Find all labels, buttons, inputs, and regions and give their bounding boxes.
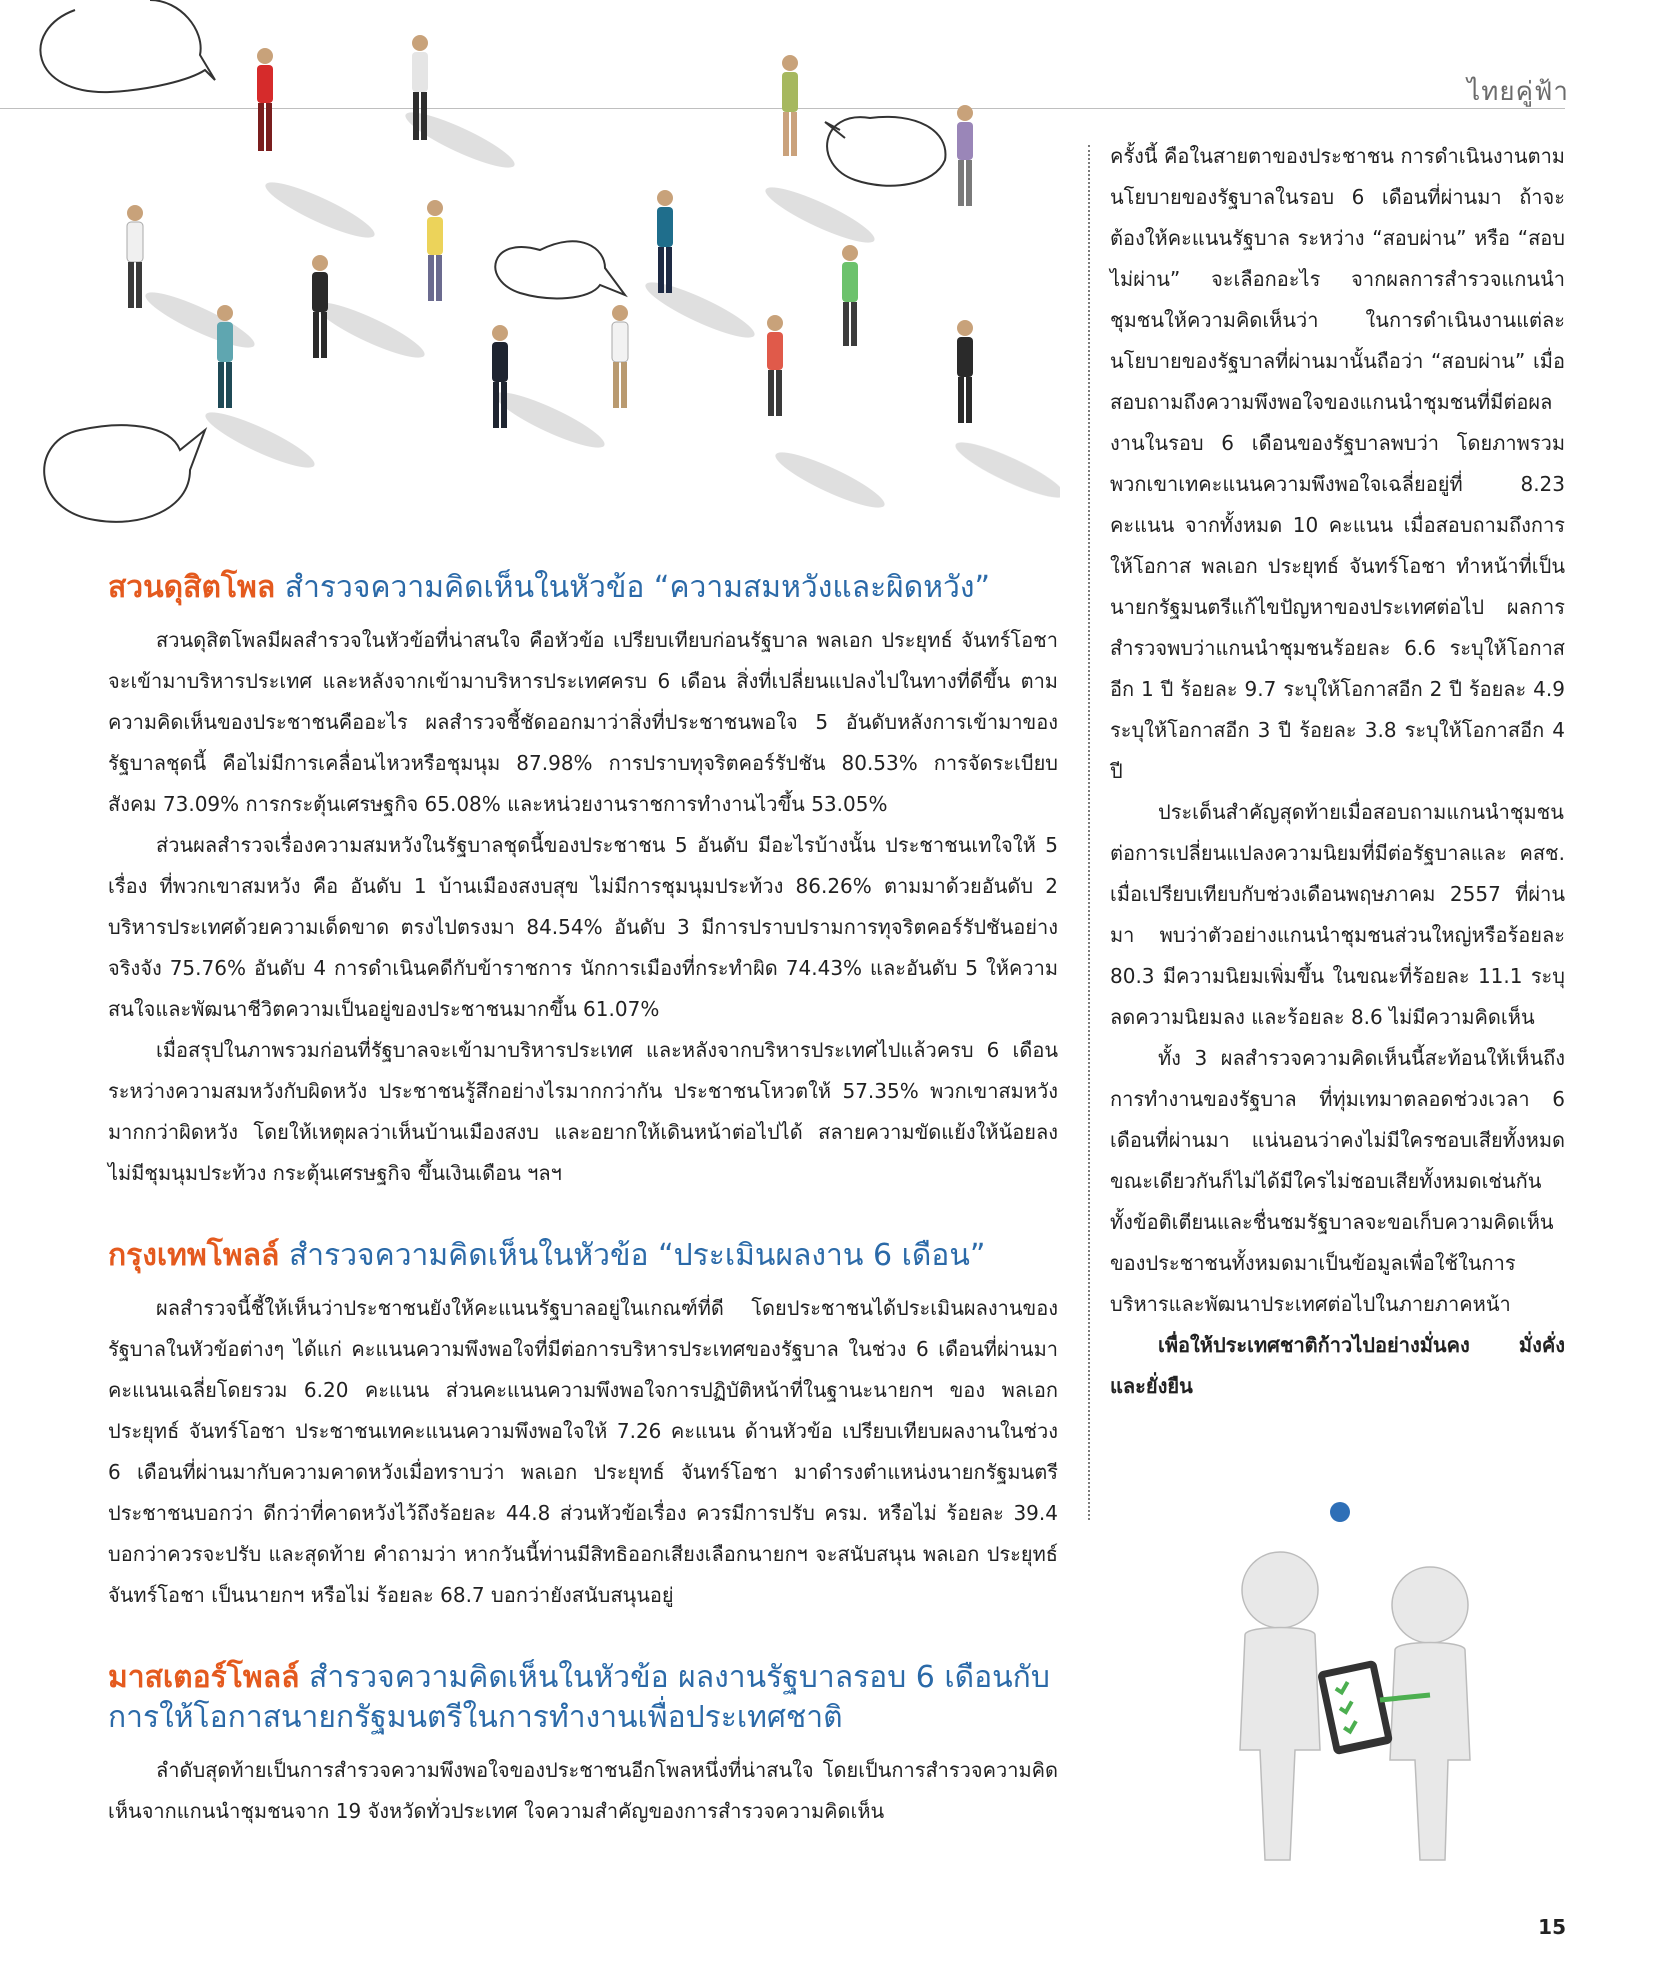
paragraph: สวนดุสิตโพลมีผลสำรวจในหัวข้อที่น่าสนใจ คือหัวข้อ เปรียบเทียบก่อนรัฐบาล พลเอก ประยุทธ์ จันทร์โอชา จะเข้ามาบริหารประเทศ และหลังจากเข้ามาบริหารประเทศครบ 6 เดือน สิ่งที่เปลี่ยนแปลงไปในทางที่ดีขึ้น ตามความคิดเห็นของประชาชนคืออะไร ผลสำรวจชี้ชัดออกมาว่าสิ่งที่ประชาชนพอใจ 5 อันดับหลังการเข้ามาของรัฐบาลชุดนี้ คือไม่มีการเคลื่อนไหวหรือชุมนุม 87.98% การปราบทุจริตคอร์รัปชัน 80.53% การจัดระเบียบสังคม 73.09% การกระตุ้นเศรษฐกิจ 65.08% และหน่วยงานราชการทำงานไวขึ้น 53.05%: [108, 628, 1058, 816]
paragraph: ส่วนผลสำรวจเรื่องความสมหวังในรัฐบาลชุดนี้ของประชาชน 5 อันดับ มีอะไรบ้างนั้น ประชาชนเทใจให้ 5 เรื่อง ที่พวกเขาสมหวัง คือ อันดับ 1 บ้านเมืองสงบสุข ไม่มีการชุมนุมประท้วง 86.26% ตามมาด้วยอันดับ 2 บริหารประเทศด้วยความเด็ดขาด ตรงไปตรงมา 84.54% อันดับ 3 มีการปราบปรามการทุจริตคอร์รัปชันอย่างจริงจัง 75.76% อันดับ 4 การดำเนินคดีกับข้าราชการ นักการเมืองที่กระทำผิด 74.43% และอันดับ 5 ให้ความสนใจและพัฒนาชีวิตความเป็นอยู่ของประชาชนมากขึ้น 61.07%: [108, 833, 1058, 1021]
section-suan-dusit: [108, 568, 1058, 1194]
section-heading: [108, 568, 1058, 608]
section-heading: [108, 1658, 1058, 1738]
consultation-figure-illustration: [1200, 1500, 1520, 1880]
section-title: สำรวจความคิดเห็นในหัวข้อ “ประเมินผลงาน 6 เดือน”: [288, 1238, 986, 1273]
paragraph: ทั้ง 3 ผลสำรวจความคิดเห็นนี้สะท้อนให้เห็นถึงการทำงานของรัฐบาล ที่ทุ่มเทมาตลอดช่วงเวลา 6 เดือนที่ผ่านมา แน่นอนว่าคงไม่มีใครชอบเสียทั้งหมด ขณะเดียวกันก็ไม่ได้มีใครไม่ชอบเสียทั้งหมดเช่นกัน ทั้งข้อติเตียนและชื่นชมรัฐบาลจะขอเก็บความคิดเห็นของประชาชนทั้งหมดมาเป็นข้อมูลเพื่อใช้ในการบริหารและพัฒนาประเทศต่อไปในภายภาคหน้า: [1110, 1046, 1565, 1316]
crowd-illustration: [0, 0, 1060, 540]
section-title: สำรวจความคิดเห็นในหัวข้อ ผลงานรัฐบาลรอบ 6 เดือนกับการให้โอกาสนายกรัฐมนตรีในการทำงานเพื่อประเทศชาติ: [108, 1660, 1050, 1735]
poll-name: มาสเตอร์โพลล์: [108, 1660, 300, 1695]
closing-statement: เพื่อให้ประเทศชาติก้าวไปอย่างมั่นคง มั่งคั่ง และยั่งยืน: [1110, 1333, 1565, 1398]
paragraph: ประเด็นสำคัญสุดท้ายเมื่อสอบถามแกนนำชุมชนต่อการเปลี่ยนแปลงความนิยมที่มีต่อรัฐบาลและ คสช. เมื่อเปรียบเทียบกับช่วงเดือนพฤษภาคม 2557 ที่ผ่านมา พบว่าตัวอย่างแกนนำชุมชนส่วนใหญ่หรือร้อยละ 80.3 มีความนิยมเพิ่มขึ้น ในขณะที่ร้อยละ 11.1 ระบุลดความนิยมลง และร้อยละ 8.6 ไม่มีความคิดเห็น: [1110, 800, 1565, 1029]
paragraph: เมื่อสรุปในภาพรวมก่อนที่รัฐบาลจะเข้ามาบริหารประเทศ และหลังจากบริหารประเทศไปแล้วครบ 6 เดือน ระหว่างความสมหวังกับผิดหวัง ประชาชนรู้สึกอย่างไรมากกว่ากัน ประชาชนโหวตให้ 57.35% พวกเขาสมหวังมากกว่าผิดหวัง โดยให้เหตุผลว่าเห็นบ้านเมืองสงบ และอยากให้เดินหน้าต่อไปได้ สลายความขัดแย้งให้น้อยลง ไม่มีชุมนุมประท้วง กระตุ้นเศรษฐกิจ ขึ้นเงินเดือน ฯลฯ: [108, 1038, 1058, 1185]
government-logo-icon: [1330, 1502, 1350, 1522]
paragraph: ผลสำรวจนี้ชี้ให้เห็นว่าประชาชนยังให้คะแนนรัฐบาลอยู่ในเกณฑ์ที่ดี โดยประชาชนได้ประเมินผลงานของรัฐบาลในหัวข้อต่างๆ ได้แก่ คะแนนความพึงพอใจที่มีต่อการบริหารประเทศของรัฐบาล ในช่วง 6 เดือนที่ผ่านมา คะแนนเฉลี่ยโดยรวม 6.20 คะแนน ส่วนคะแนนความพึงพอใจการปฏิบัติหน้าที่ในฐานะนายกฯ ของ พลเอก ประยุทธ์ จันทร์โอชา ประชาชนเทคะแนนความพึงพอใจให้ 7.26 คะแนน ด้านหัวข้อ เปรียบเทียบผลงานในช่วง 6 เดือนที่ผ่านมากับความคาดหวังเมื่อทราบว่า พลเอก ประยุทธ์ จันทร์โอชา มาดำรงตำแหน่งนายกรัฐมนตรี ประชาชนบอกว่า ดีกว่าที่คาดหวังไว้ถึงร้อยละ 44.8 ส่วนหัวข้อเรื่อง ควรมีการปรับ ครม. หรือไม่ ร้อยละ 39.4 บอกว่าควรจะปรับ และสุดท้าย คำถามว่า หากวันนี้ท่านมีสิทธิออกเสียงเลือกนายกฯ จะสนับสนุน พลเอก ประยุทธ์ จันทร์โอชา เป็นนายกฯ หรือไม่ ร้อยละ 68.7 บอกว่ายังสนับสนุนอยู่: [108, 1296, 1058, 1607]
page-number: 15: [1538, 1915, 1566, 1939]
masthead: ไทยคู่ฟ้า: [1467, 77, 1569, 107]
poll-name: สวนดุสิตโพล: [108, 570, 276, 605]
paragraph: ลำดับสุดท้ายเป็นการสำรวจความพึงพอใจของประชาชนอีกโพลหนึ่งที่น่าสนใจ โดยเป็นการสำรวจความคิดเห็นจากแกนนำชุมชนจาก 19 จังหวัดทั่วประเทศ ใจความสำคัญของการสำรวจความคิดเห็น: [108, 1758, 1058, 1823]
left-column: [108, 568, 1058, 1874]
section-title: สำรวจความคิดเห็นในหัวข้อ “ความสมหวังและผิดหวัง”: [284, 570, 991, 605]
section-bangkok-poll: [108, 1236, 1058, 1616]
section-heading: [108, 1236, 1058, 1276]
column-divider: [1088, 145, 1090, 1520]
right-column: [1110, 136, 1565, 1407]
section-master-poll: [108, 1658, 1058, 1832]
poll-name: กรุงเทพโพลล์: [108, 1238, 280, 1273]
paragraph: ครั้งนี้ คือในสายตาของประชาชน การดำเนินงานตามนโยบายของรัฐบาลในรอบ 6 เดือนที่ผ่านมา ถ้าจะต้องให้คะแนนรัฐบาล ระหว่าง “สอบผ่าน” หรือ “สอบไม่ผ่าน” จะเลือกอะไร จากผลการสำรวจแกนนำชุมชนให้ความคิดเห็นว่า ในการดำเนินงานแต่ละนโยบายของรัฐบาลที่ผ่านมานั้นถือว่า “สอบผ่าน” เมื่อสอบถามถึงความพึงพอใจของแกนนำชุมชนที่มีต่อผลงานในรอบ 6 เดือนของรัฐบาลพบว่า โดยภาพรวมพวกเขาเทคะแนนความพึงพอใจเฉลี่ยอยู่ที่ 8.23 คะแนน จากทั้งหมด 10 คะแนน เมื่อสอบถามถึงการให้โอกาส พลเอก ประยุทธ์ จันทร์โอชา ทำหน้าที่เป็นนายกรัฐมนตรีแก้ไขปัญหาของประเทศต่อไป ผลการสำรวจพบว่าแกนนำชุมชนร้อยละ 6.6 ระบุให้โอกาสอีก 1 ปี ร้อยละ 9.7 ระบุให้โอกาสอีก 2 ปี ร้อยละ 4.9 ระบุให้โอกาสอีก 3 ปี ร้อยละ 3.8 ระบุให้โอกาสอีก 4 ปี: [1110, 144, 1565, 783]
